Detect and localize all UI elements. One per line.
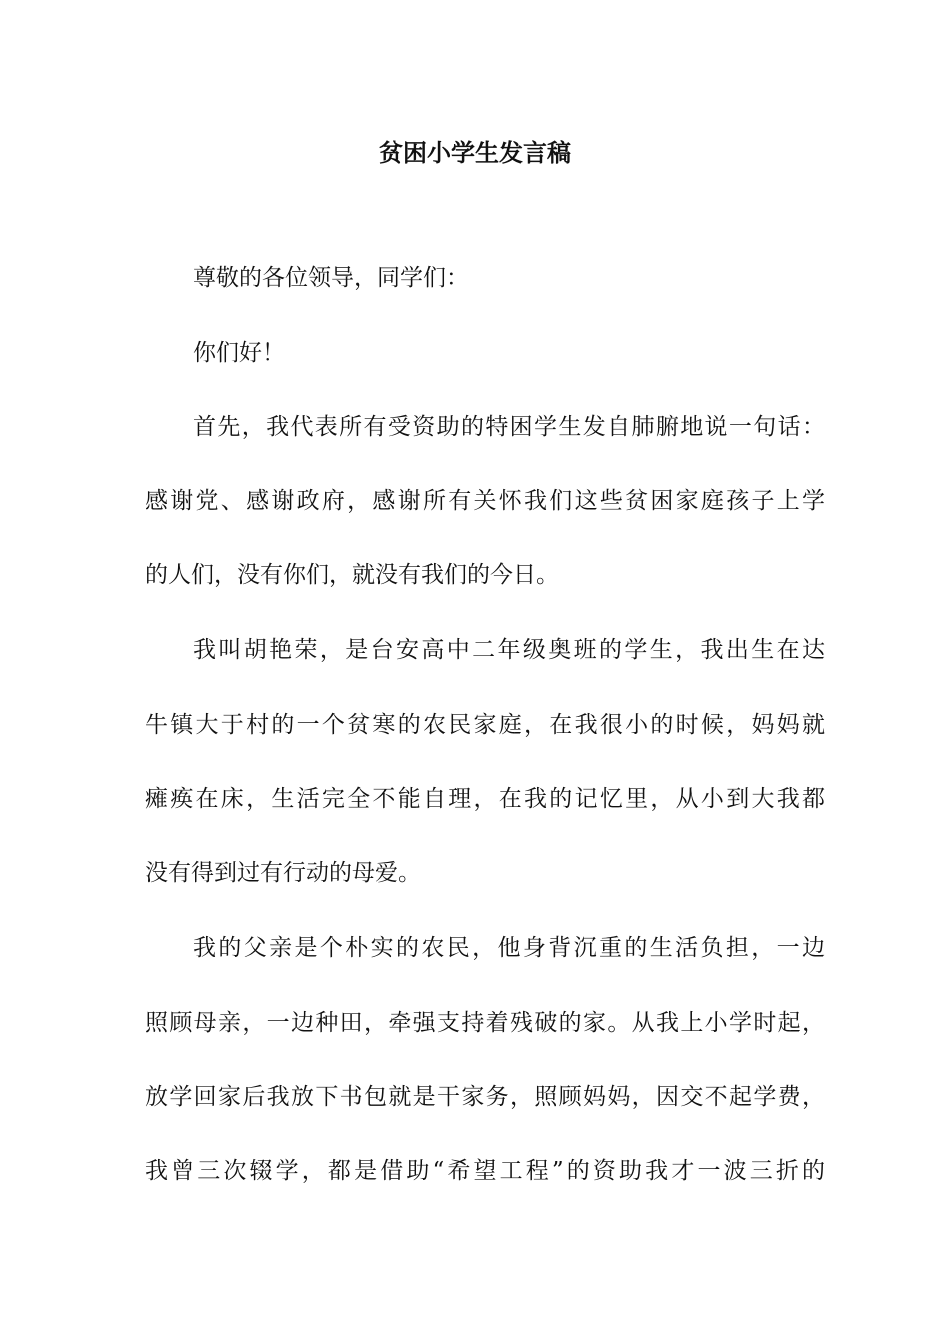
paragraph-line: 牛镇大于村的一个贫寒的农民家庭，在我很小的时候，妈妈就 bbox=[145, 712, 825, 738]
paragraph-line: 照顾母亲，一边种田，牵强支持着残破的家。从我上小学时起， bbox=[145, 1010, 825, 1036]
paragraph-line: 感谢党、感谢政府，感谢所有关怀我们这些贫困家庭孩子上学 bbox=[145, 488, 825, 514]
paragraph-line: 我曾三次辍学，都是借助“希望工程”的资助我才一波三折的 bbox=[145, 1158, 825, 1184]
paragraph-line: 尊敬的各位领导，同学们： bbox=[193, 265, 469, 291]
paragraph-line: 没有得到过有行动的母爱。 bbox=[145, 860, 421, 886]
paragraph-line: 的人们，没有你们，就没有我们的今日。 bbox=[145, 562, 559, 588]
paragraph-line: 我叫胡艳荣，是台安高中二年级奥班的学生，我出生在达 bbox=[193, 637, 825, 663]
paragraph-line: 放学回家后我放下书包就是干家务，照顾妈妈，因交不起学费， bbox=[145, 1084, 825, 1110]
paragraph-line: 我的父亲是个朴实的农民，他身背沉重的生活负担，一边 bbox=[193, 935, 825, 961]
paragraph-line: 你们好！ bbox=[193, 340, 285, 366]
document-title: 贫困小学生发言稿 bbox=[379, 139, 571, 167]
paragraph-line: 瘫痪在床，生活完全不能自理，在我的记忆里，从小到大我都 bbox=[145, 786, 825, 812]
paragraph-line: 首先，我代表所有受资助的特困学生发自肺腑地说一句话： bbox=[193, 414, 825, 440]
